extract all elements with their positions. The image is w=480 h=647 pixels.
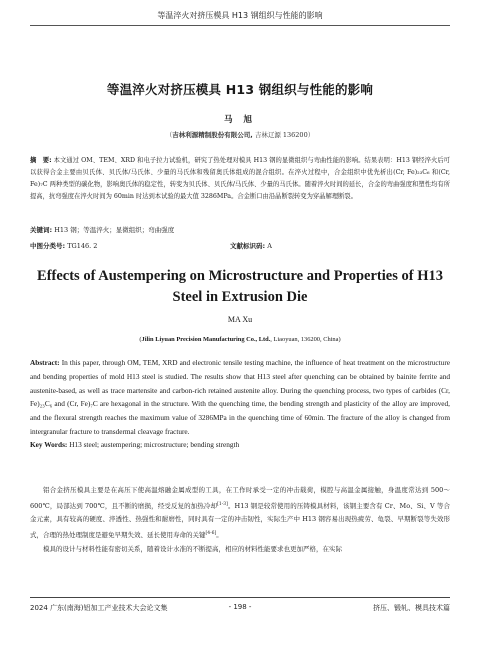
body-p1-start: 铝合金挤压模具主要是在高压下使高温熔融金属成型的工具，在工作时承受一定的冲击载荷，模腔与高温金属接触，身温度常达到 500～600℃，局部达到 700℃，且不断的磨损，经受反复的加热冷却	[30, 486, 450, 510]
classification-label: 中图分类号:	[30, 242, 66, 250]
page-footer	[30, 597, 450, 612]
affiliation-open-paren: （	[165, 131, 173, 139]
english-keywords	[30, 440, 450, 449]
affiliation-place-cn: 吉林辽源 136200	[254, 131, 308, 139]
affiliation-place-en: , Liaoyuan, 136200, China	[270, 336, 339, 343]
keywords-cn-text: H13 钢；等温淬火；显微组织；弯曲强度	[54, 226, 175, 234]
body-text	[30, 484, 450, 556]
abstract-en-label: Abstract:	[30, 358, 60, 367]
affiliation-close-paren: ）	[307, 131, 315, 139]
affiliation-en-open-paren: (	[139, 336, 142, 343]
abstract-cn-label: 摘 要:	[30, 157, 52, 164]
keywords-en-text: H13 steel; austempering; microstructure; bending strength	[69, 440, 240, 449]
chinese-title: 等温淬火对挤压模具 H13 钢组织与性能的影响	[106, 82, 374, 97]
affiliation-org-cn: 吉林利源精制股份有限公司,	[172, 131, 253, 139]
footer-page-number: - 198 -	[228, 603, 252, 611]
english-affiliation	[0, 336, 480, 343]
citation-ref-1: [1-3]	[217, 501, 228, 507]
citation-ref-2: [4-6]	[205, 530, 217, 536]
chinese-affiliation	[0, 130, 480, 139]
document-code-label: 文献标识码:	[230, 242, 266, 250]
body-p1-middle: 。H13 钢是较常使用的压铸模具材料，该钢主要含有 Cr、Mo、Si、V 等合金元素，具有较高的硬度、淬透性、热强性和耐磨性，同时具有一定的冲击韧性，实际生产中 H13 钢容易出现热疲劳、龟裂、早期断裂等失效形式，合理的热处理制度是避免早期失效、延长使用寿命的关键	[30, 501, 451, 540]
body-p1-end: 。	[216, 531, 223, 540]
affiliation-org-en: Jilin Liyuan Precision Manufacturing Co., Ltd.	[141, 336, 271, 343]
classification-row	[30, 241, 450, 250]
affiliation-en-close-paren: )	[338, 336, 341, 343]
body-paragraph-1	[30, 484, 450, 543]
english-title: Effects of Austempering on Microstructure and Properties of H13 Steel in Extrusion Die	[37, 268, 443, 305]
document-code	[230, 241, 272, 250]
chinese-author: 马 旭	[224, 115, 256, 125]
footer-proceedings: 2024 广东(南海)铝加工产业技术大会论文集	[30, 604, 168, 612]
english-author: MA Xu	[227, 315, 253, 324]
classification-value: TG146. 2	[67, 242, 98, 250]
chinese-abstract	[30, 155, 450, 203]
chinese-keywords	[30, 225, 450, 234]
abstract-en-text: In this paper, through OM, TEM, XRD and electronic tensile testing machine, the influence of heat treatment on the microstructure and bending properties of mold H13 steel is studied. The results show that H13 steel after quenching can be obtained by bainite ferrite and austenite-based, as well as trace martensite and carbon-rich retained austenite alloy. During the quenching process, two types of carbides (Cr, Fe)₂₃C₆ and (Cr, Fe)₇C are hexagonal in the structure. With the quenching time, the bending strength and plasticity of the alloy are improved, and the flexural strength reaches the maximum value of 3286MPa in the quenching time of 60min. The fracture of the alloy is changed from intergranular fracture to transdermal cleavage fracture.	[30, 358, 451, 436]
running-head: 等温淬火对挤压模具 H13 钢组织与性能的影响	[30, 10, 450, 26]
footer-section: 挤压、锻轧、模具技术篇	[373, 604, 450, 612]
keywords-en-label: Key Words:	[30, 440, 68, 449]
english-abstract	[30, 356, 450, 439]
document-code-value: A	[267, 242, 272, 250]
keywords-cn-label: 关键词:	[30, 226, 53, 234]
body-paragraph-2: 模具的设计与材料性能有密切关系，随着设计水准的不断提高，相应的材料性能要求也更加严格，在实际	[43, 544, 342, 553]
abstract-cn-text: 本文通过 OM、TEM、XRD 和电子拉力试验机，研究了热处理对模具 H13 钢的显微组织与弯曲性能的影响。结果表明：H13 钢经淬火后可以获得合金主要由贝氏体、贝氏体/马氏体、少量的马氏体和残留奥氏体组成的混合组织。在淬火过程中，合金组织中优先析出(Cr, Fe)₂₃C₆ 和(Cr, Fe)₇C 两种类型的碳化物，影响奥氏体的稳定性，转变为贝氏体、贝氏体/马氏体、少量的马氏体。随着淬火时间的延长，合金的弯曲强度和塑性均有所提高，抗弯强度在淬火时间为 60min 时达到本试验的最大值 3286MPa。合金断口由沿晶断裂转变为穿晶解理断裂。	[30, 157, 450, 200]
